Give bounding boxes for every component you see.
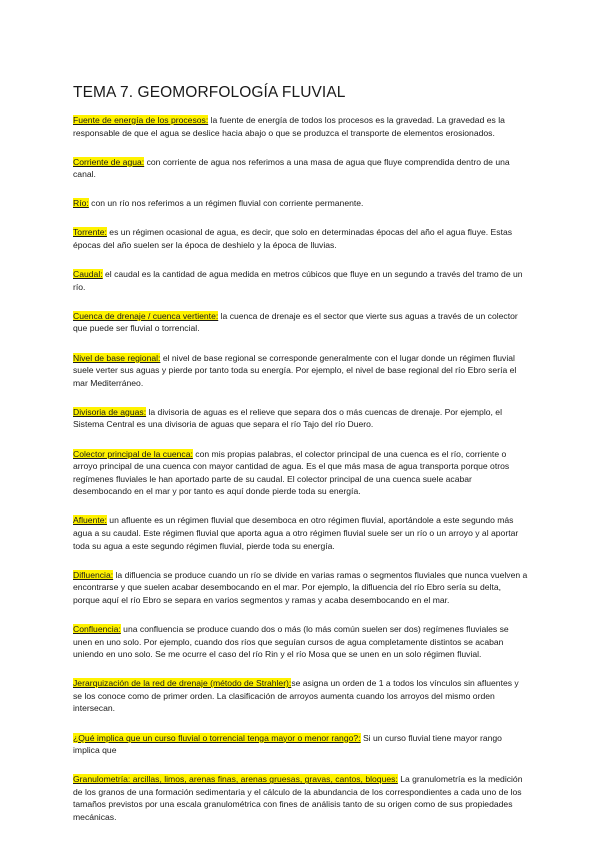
term-label: Nivel de base regional:: [73, 352, 161, 363]
glossary-entry-difluencia: [73, 569, 529, 607]
definition-text: La granulometría es la medición de los granos de una formación sedimentaria y el cálculo de la abundancia de los correspondientes a cada uno de los tamaños previstos por una escala granulométrica con fines de análisis tanto de su origen como de sus propiedades mecánicas.: [73, 774, 523, 822]
glossary-entry-corriente-agua: [73, 156, 529, 181]
definition-text: una confluencia se produce cuando dos o más (lo más común suelen ser dos) regímenes fluviales se unen en uno solo. Por ejemplo, cuando dos ríos que seguían cursos de agua completamente distintos se acaban uniendo en uno solo. Se me ocurre el caso del río Rin y el río Mosa que se unen en un solo régimen fluvial.: [73, 623, 509, 660]
term-label: Caudal:: [73, 269, 103, 280]
definition-text: es un régimen ocasional de agua, es decir, que solo en determinadas épocas del año el agua fluye. Estas épocas del año suelen ser la época de deshielo y la época de lluvias.: [73, 227, 513, 251]
term-label: Cuenca de drenaje / cuenca vertiente:: [73, 310, 219, 321]
term-label: Divisoria de aguas:: [73, 406, 147, 417]
definition-text: la fuente de energía de todos los procesos es la gravedad. La gravedad es la responsable de que el agua se deslice hacia abajo o que se produzca el transporte de elementos erosionados.: [73, 115, 505, 138]
term-label: Colector principal de la cuenca:: [73, 448, 193, 459]
definition-text: el nivel de base regional se corresponde generalmente con el lugar donde un régimen fluvial suele verter sus aguas y pierde por tanto toda su energía. Por ejemplo, el nivel de base regional del río Ebro sería el mar Mediterráneo.: [73, 352, 517, 388]
term-label: Afluente:: [73, 515, 107, 526]
definition-text: la difluencia se produce cuando un río se divide en varias ramas o segmentos fluviales que nunca vuelven a encontrarse y que suelen acabar desembocando en el mar. Por ejemplo, la difluencia del río Ebro sería su delta, porque aquí el río Ebro se separa en varios segmentos y ramas y acaba desembocando en el mar.: [73, 569, 528, 605]
definition-text: la cuenca de drenaje es el sector que vierte sus aguas a través de un colector que puede ser fluvial o torrencial.: [73, 310, 518, 334]
term-label: Corriente de agua:: [73, 156, 145, 167]
term-label: Granulometría: arcillas, limos, arenas finas, arenas gruesas, gravas, cantos, bloques:: [73, 774, 398, 785]
definition-text: un afluente es un régimen fluvial que desemboca en otro régimen fluvial, aportándole a este segundo más agua a su caudal. Este régimen fluvial que aporta agua a otro régimen fluvial suele ser un río o un arroyo y al aportar toda su agua a este segundo régimen fluvial, pierde toda su energía.: [73, 515, 519, 551]
glossary-list: [73, 114, 529, 840]
glossary-entry-nivel-base: [73, 352, 529, 390]
glossary-entry-fuente-energia: [73, 114, 529, 139]
definition-text: se asigna un orden de 1 a todos los vínculos sin afluentes y se los conoce como de primer orden. La clasificación de arroyos aumenta cuando los arroyos del mismo orden intersecan.: [73, 678, 519, 714]
term-label: ¿Qué implica que un curso fluvial o torrencial tenga mayor o menor rango?:: [73, 732, 361, 743]
glossary-entry-afluente: [73, 514, 529, 552]
glossary-entry-jerarquizacion: [73, 677, 529, 715]
document-title: TEMA 7. GEOMORFOLOGÍA FLUVIAL: [73, 84, 346, 101]
glossary-entry-divisoria-aguas: [73, 406, 529, 431]
definition-text: con corriente de agua nos referimos a una masa de agua que fluye comprendida dentro de una canal.: [73, 156, 510, 180]
term-label: Fuente de energía de los procesos:: [73, 115, 209, 125]
glossary-entry-confluencia: [73, 623, 529, 661]
term-label: Difluencia:: [73, 569, 114, 580]
definition-text: la divisoria de aguas es el relieve que separa dos o más cuencas de drenaje. Por ejemplo, el Sistema Central es una divisoria de aguas que separa el río Tajo del río Duero.: [73, 406, 502, 430]
term-label: Río:: [73, 198, 89, 209]
definition-text: el caudal es la cantidad de agua medida en metros cúbicos que fluye en un segundo a través del tramo de un río.: [73, 269, 523, 292]
glossary-entry-granulometria: [73, 773, 529, 823]
glossary-entry-rango: [73, 732, 529, 757]
definition-text: con un río nos referimos a un régimen fluvial con corriente permanente.: [88, 198, 364, 209]
term-label: Confluencia:: [73, 623, 121, 634]
term-label: Torrente:: [73, 227, 107, 238]
glossary-entry-colector-principal: [73, 448, 529, 498]
term-label: Jerarquización de la red de drenaje (método de Strahler):: [73, 678, 292, 689]
glossary-entry-cuenca-drenaje: [73, 310, 529, 335]
definition-text: Si un curso fluvial tiene mayor rango implica que: [73, 732, 502, 756]
definition-text: con mis propias palabras, el colector principal de una cuenca es el río, corriente o arroyo principal de una cuenca con mayor cantidad de agua. Es el que más masa de agua transporta porque otros regímenes fluviales le han aportado parte de su caudal. El colector principal de una cuenca suele acabar desembocando en el mar y por tanto es aquí donde pierde toda su energía.: [73, 448, 510, 497]
glossary-entry-caudal: [73, 268, 529, 293]
glossary-entry-torrente: [73, 226, 529, 251]
glossary-entry-rio: [73, 197, 529, 210]
